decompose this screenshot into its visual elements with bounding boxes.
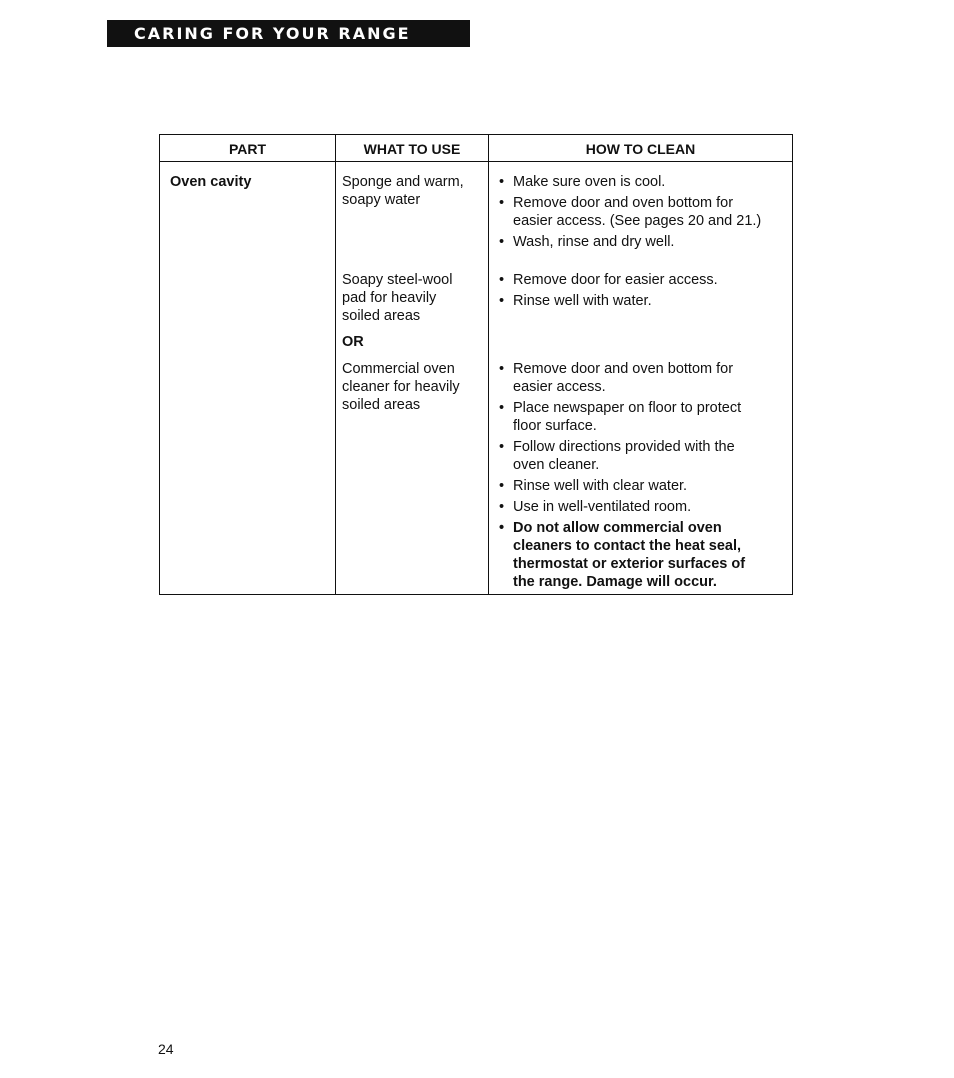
column-header-how-to-clean: HOW TO CLEAN xyxy=(585,141,696,157)
how-to-clean-list-2 xyxy=(499,271,718,313)
how-to-clean-list-1 xyxy=(499,173,761,254)
page-number: 24 xyxy=(158,1041,174,1057)
list-item: • Remove door and oven bottom for easier access. xyxy=(499,361,734,395)
list-item: • Use in well-ventilated room. xyxy=(499,499,692,515)
what-to-use-2: Soapy steel-wool pad for heavily soiled areas xyxy=(342,272,453,324)
cleaning-table xyxy=(159,134,793,595)
column-divider xyxy=(335,135,336,594)
list-item: • Make sure oven is cool. xyxy=(499,174,666,190)
list-item: • Wash, rinse and dry well. xyxy=(499,234,675,250)
column-header-part: PART xyxy=(228,141,267,157)
what-to-use-3: Commercial oven cleaner for heavily soiled areas xyxy=(342,361,460,413)
column-divider xyxy=(488,135,489,594)
what-to-use-1: Sponge and warm, soapy water xyxy=(342,174,464,208)
or-label: OR xyxy=(342,334,364,350)
list-item: • Follow directions provided with the oven cleaner. xyxy=(499,439,735,473)
column-header-what-to-use: WHAT TO USE xyxy=(363,141,461,157)
list-item: • Rinse well with water. xyxy=(499,293,652,309)
list-item: • Rinse well with clear water. xyxy=(499,478,688,494)
list-item: • Remove door for easier access. xyxy=(499,272,718,288)
section-header: CARING FOR YOUR RANGE xyxy=(107,20,470,47)
list-item: • Remove door and oven bottom for easier access. (See pages 20 and 21.) xyxy=(499,195,762,229)
warning-item: • Do not allow commercial oven cleaners to contact the heat seal, thermostat or exterior surfaces of the range. Damage will occur. xyxy=(499,520,746,590)
list-item: • Place newspaper on floor to protect floor surface. xyxy=(499,400,742,434)
part-name: Oven cavity xyxy=(170,174,252,190)
header-divider xyxy=(160,161,792,162)
how-to-clean-list-3 xyxy=(499,360,745,594)
